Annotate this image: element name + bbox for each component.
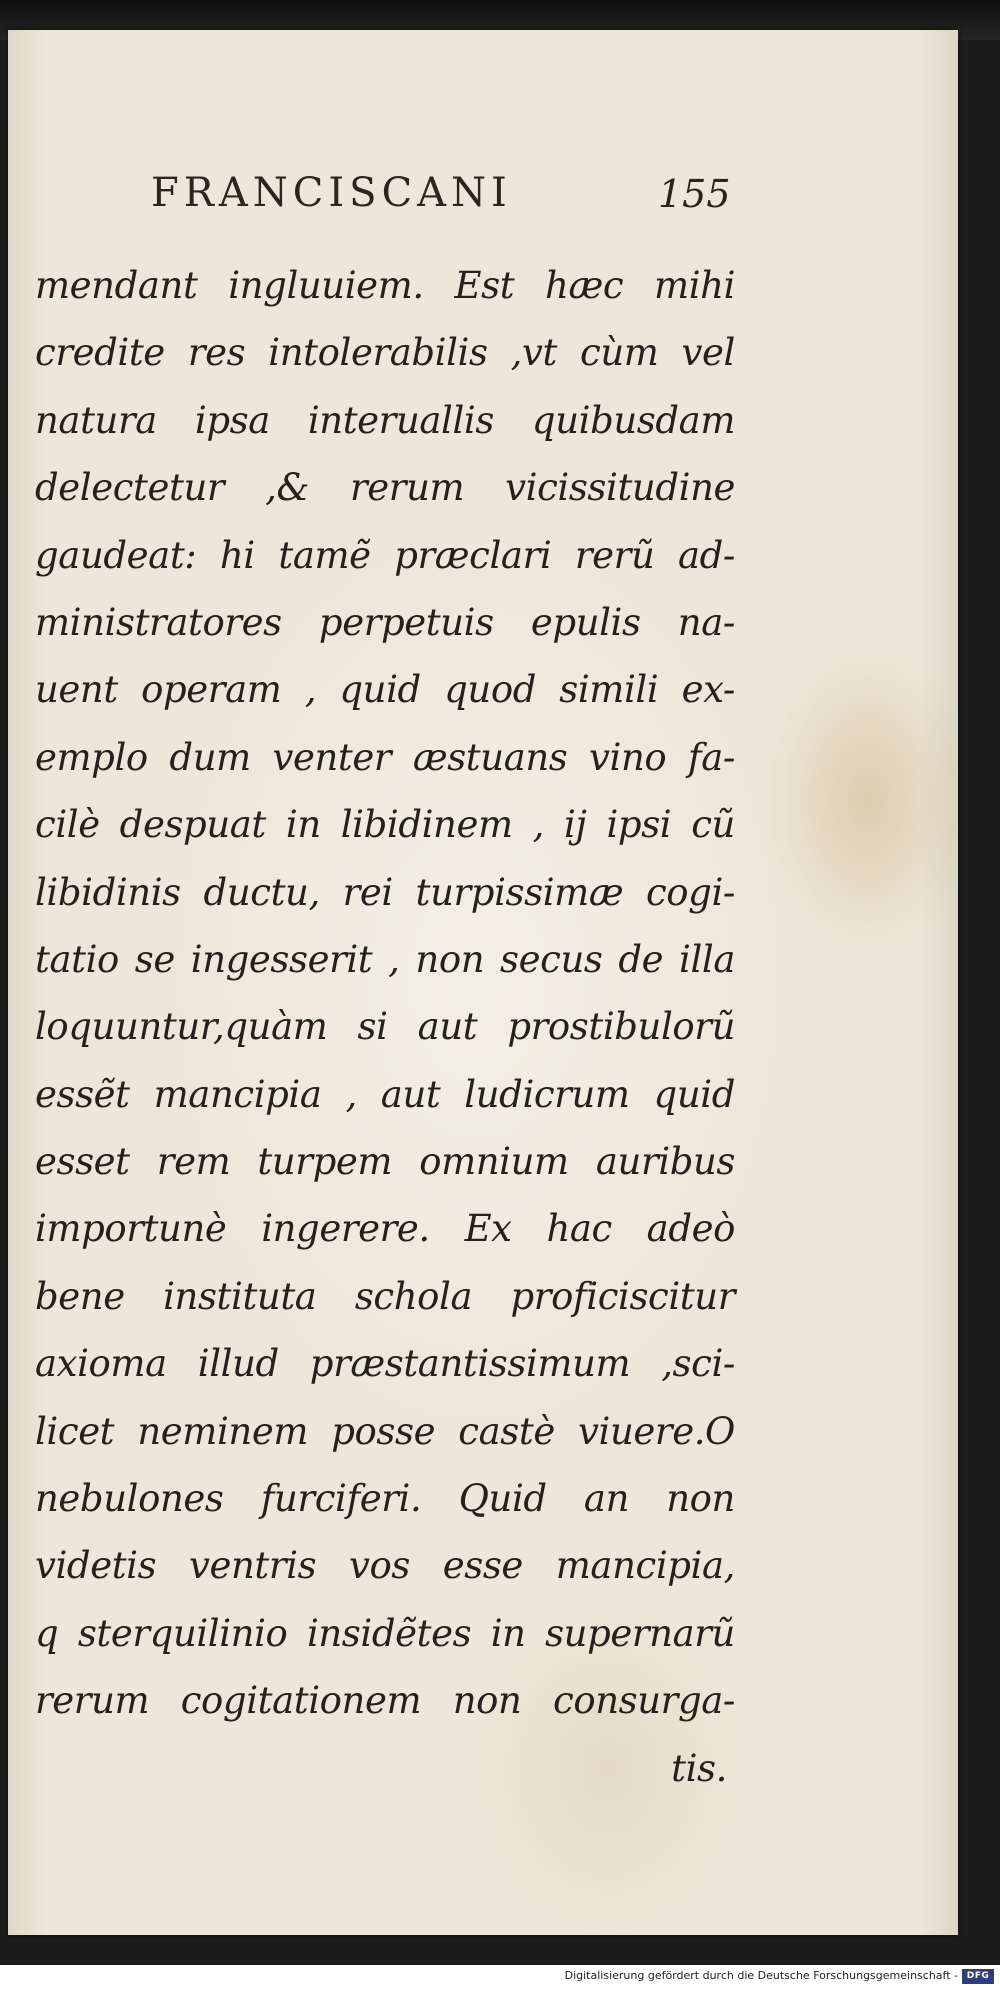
text-line: libidinis ductu, rei turpissimæ cogi- [35, 870, 735, 914]
text-line: cilè despuat in libidinem , ij ipsi cũ [35, 803, 735, 847]
text-line: natura ipsa interuallis quibusdam [35, 398, 735, 442]
text-line: loquuntur,quàm si aut prostibulorũ [35, 1005, 735, 1049]
digitization-footer [0, 1965, 1000, 1990]
book-page [8, 30, 958, 1935]
text-line: emplo dum venter æstuans vino fa- [35, 735, 735, 779]
text-line: axioma illud præstantissimum ,sci- [35, 1342, 735, 1386]
text-line: importunè ingerere. Ex hac adeò [35, 1207, 735, 1251]
running-head [8, 170, 958, 230]
text-line: videtis ventris vos esse mancipia, [35, 1544, 735, 1588]
page-number: 155 [658, 172, 731, 216]
text-line: delectetur ,& rerum vicissitudine [35, 466, 735, 510]
text-line: gaudeat: hi tamẽ præclari rerũ ad- [35, 533, 735, 577]
text-line: bene instituta schola proficiscitur [35, 1274, 735, 1318]
text-line: tatio se ingesserit , non secus de illa [35, 937, 735, 981]
footer-credit: Digitalisierung gefördert durch die Deutsche Forschungsgemeinschaft - [564, 1969, 958, 1982]
dfg-logo: DFG [962, 1969, 994, 1984]
text-line: q sterquilinio insidẽtes in supernarũ [35, 1611, 735, 1655]
running-head-title: FRANCISCANI [151, 170, 512, 216]
text-line: ministratores perpetuis epulis na- [35, 600, 735, 644]
text-line: credite res intolerabilis ,vt cùm vel [35, 331, 735, 375]
body-text [35, 252, 735, 1802]
text-line: essẽt mancipia , aut ludicrum quid [35, 1072, 735, 1116]
text-line: mendant ingluuiem. Est hæc mihi [35, 264, 735, 307]
text-line: uent operam , quid quod simili ex- [35, 668, 735, 712]
text-line: rerum cogitationem non consurga- [35, 1679, 735, 1723]
text-line-catchword: tis. [671, 1746, 727, 1790]
text-line: licet neminem posse castè viuere.O [35, 1409, 735, 1453]
text-line: nebulones furciferi. Quid an non [35, 1477, 735, 1521]
text-line: esset rem turpem omnium auribus [35, 1140, 735, 1184]
